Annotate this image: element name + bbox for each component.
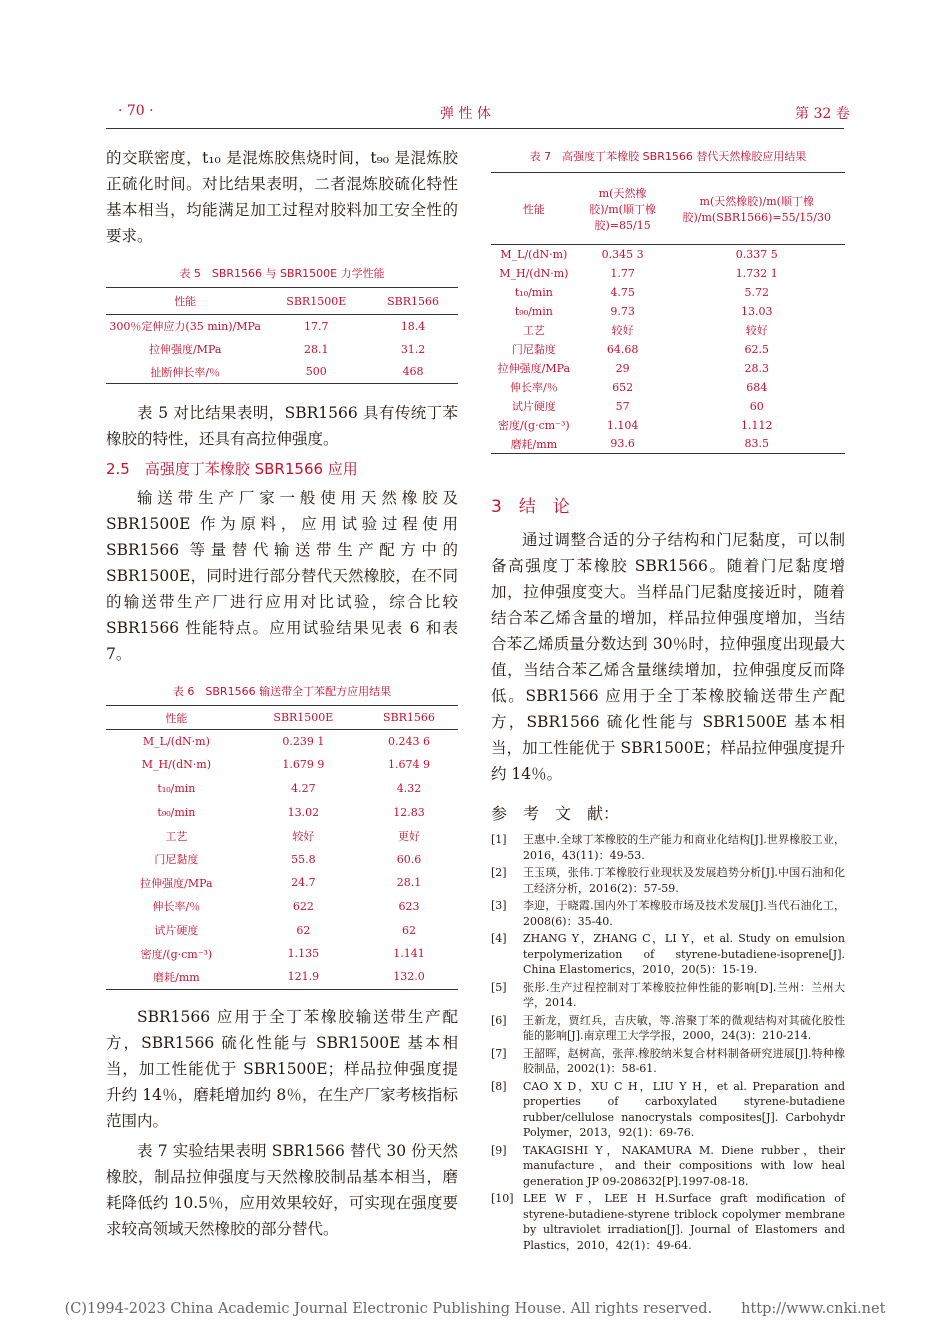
table-cell: 扯断伸长率/％ [106, 361, 264, 384]
table-cell: 0.243 6 [387, 735, 430, 749]
table-cell: 工艺 [165, 829, 188, 843]
reference-number: [1] [491, 833, 507, 846]
table-cell: t₁₀/min [157, 781, 196, 795]
references-heading: 参 考 文 献： [491, 804, 620, 823]
table-row [106, 847, 458, 871]
table-row [106, 918, 458, 942]
table-cell: 62 [296, 923, 311, 937]
reference-item [491, 1079, 845, 1141]
paragraph-table7-result: 表 7 实验结果表明 SBR1566 替代 30 份天然橡胶，制品拉伸强度与天然橡胶制品基本相当，磨耗降低约 10.5％，应用效果较好，可实现在强度要求较高领域天然橡胶的部分替代。 [106, 1141, 458, 1238]
table-cell: M_L/(dN·m) [500, 247, 568, 261]
table-cell: 684 [746, 380, 768, 394]
table-cell: 1.135 [287, 947, 320, 961]
reference-list [491, 832, 845, 1253]
table-cell: 4.75 [610, 285, 635, 299]
paragraph-conclusion: 通过调整合适的分子结构和门尼黏度，可以制备高强度丁苯橡胶 SBR1566。随着门尼黏度增加，拉伸强度变大。当样品门尼黏度接近时，随着结合苯乙烯含量的增加，样品拉伸强度增加，当结合苯乙烯质量分数达到 30％时，拉伸强度出现最大值，当结合苯乙烯含量继续增加，拉伸强度反而降低。SBR1566 应用于全丁苯橡胶输送带生产配方，SBR1566 硫化性能与 SBR1500E 基本相当，加工性能优于 SBR1500E；样品拉伸强度提升约 14％。 [491, 531, 845, 783]
table-cell: 468 [368, 361, 458, 384]
table-cell: 5.72 [744, 285, 769, 299]
reference-item [491, 1046, 845, 1077]
table-cell: 652 [612, 380, 634, 394]
table-row [106, 871, 458, 895]
table-row [491, 245, 845, 264]
table7-caption: 表 7 高强度丁苯橡胶 SBR1566 替代天然橡胶应用结果 [529, 150, 807, 163]
reference-text: CAO X D，XU C H，LIU Y H，et al. Preparation and properties of carboxylated styrene-butadiene rubber/cellulose nanocrystals composites[J]. Carbohydr Polymer，2013，92(1)：69-76. [523, 1079, 845, 1139]
table6-caption: 表 6 SBR1566 输送带全丁苯配方应用结果 [172, 685, 392, 698]
table-cell: 12.83 [393, 805, 425, 819]
table-row [491, 302, 845, 321]
reference-item [491, 931, 845, 978]
table-cell: 0.337 5 [735, 247, 778, 261]
table-cell: 4.27 [291, 781, 316, 795]
table-cell: 31.2 [400, 342, 426, 356]
table-cell: 132.0 [360, 965, 458, 989]
section-2-5-heading: 2.5 高强度丁苯橡胶 SBR1566 应用 [106, 460, 358, 478]
table-cell: 拉伸强度/MPa [497, 362, 571, 375]
table-cell: 门尼黏度 [511, 343, 556, 356]
table-cell: 57 [615, 399, 630, 413]
table-row [106, 942, 458, 966]
table-cell: 60.6 [396, 852, 422, 866]
table-cell: t₁₀/min [514, 285, 553, 299]
table-cell: t₉₀/min [157, 805, 196, 819]
table-cell: 13.02 [287, 805, 320, 819]
table-row [491, 378, 845, 397]
table-row [491, 359, 845, 378]
table-cell: 121.9 [247, 965, 360, 989]
table5-header: SBR1500E [264, 288, 368, 315]
table-cell: 9.73 [610, 304, 635, 318]
volume-label: 第 32 卷 [795, 106, 850, 122]
table-cell: 29 [615, 361, 630, 375]
table-row [106, 800, 458, 824]
table-row [491, 321, 845, 340]
table-row [491, 435, 845, 454]
table-row [106, 730, 458, 754]
table-cell: 拉伸强度/MPa [140, 876, 213, 890]
reference-number: [10] [491, 1192, 514, 1205]
reference-text: LEE W F，LEE H H.Surface graft modification of styrene-butadiene-styrene triblock copolymer membrane by ultraviolet irradiation[J]. Journal of Elastomers and Plastics，2010，42(1)：49-64. [523, 1192, 845, 1252]
reference-item [491, 980, 845, 1011]
table-row [106, 895, 458, 919]
header-rule [106, 128, 844, 129]
copyright-footer: (C)1994-2023 China Academic Journal Electronic Publishing House. All rights reserved. http://www.cnki.net [64, 1301, 886, 1317]
reference-number: [2] [491, 866, 507, 879]
table-row [106, 315, 458, 338]
paragraph-table6-result: SBR1566 应用于全丁苯橡胶输送带生产配方，SBR1566 硫化性能与 SBR1500E 基本相当，加工性能优于 SBR1500E；样品拉伸强度提升约 14％，磨耗增加约 8％，在生产厂家考核指标范围内。 [106, 1007, 458, 1130]
table-cell: 拉伸强度/MPa [148, 343, 222, 356]
right-column [491, 148, 845, 1255]
table-cell: 1.674 9 [387, 758, 430, 772]
reference-number: [9] [491, 1143, 507, 1157]
table-cell: M_L/(dN·m) [142, 735, 210, 749]
table-cell: 1.112 [740, 418, 773, 432]
table5-header: SBR1566 [368, 288, 458, 315]
table-cell: 18.4 [400, 319, 426, 333]
reference-number: [8] [491, 1079, 507, 1093]
table-cell: 试片硬度 [154, 924, 199, 938]
reference-item [491, 1143, 845, 1190]
table-cell: 较好 [611, 324, 634, 337]
table-cell: 磨耗/mm [106, 965, 247, 989]
table6-header: 性能 [106, 706, 247, 730]
table-cell: 28.1 [396, 876, 422, 890]
table-cell: 622 [292, 899, 314, 913]
table-cell: 28.1 [304, 342, 329, 356]
table5-caption: 表 5 SBR1566 与 SBR1500E 力学性能 [179, 267, 385, 280]
table-row [491, 340, 845, 359]
table-row [491, 397, 845, 416]
table-cell: 伸长率/％ [509, 381, 558, 394]
table-cell: 1.141 [393, 947, 425, 961]
table5-header: 性能 [106, 288, 264, 315]
table-cell: 0.345 3 [601, 247, 644, 261]
reference-text: 王韶晖，赵树高，张萍.橡胶纳米复合材料制备研究进展[J].特种橡胶制品，2002(1)：58-61. [523, 1046, 845, 1075]
reference-item [491, 832, 845, 863]
reference-number: [3] [491, 899, 507, 912]
table7-header: 性能 [491, 173, 577, 245]
table-cell: 300％定伸应力(35 min)/MPa [109, 320, 261, 334]
reference-text: 张彤.生产过程控制对丁苯橡胶拉伸性能的影响[D].兰州：兰州大学，2014. [523, 980, 845, 1009]
table-cell: 较好 [745, 324, 768, 337]
table-cell: 60 [749, 399, 764, 413]
table-cell: 64.68 [606, 342, 639, 356]
paragraph-table5-result: 表 5 对比结果表明，SBR1566 具有传统丁苯橡胶的特性，还具有高拉伸强度。 [106, 404, 458, 448]
reference-number: [5] [491, 980, 507, 994]
paragraph-crosslink: 的交联密度，t₁₀ 是混炼胶焦烧时间，t₉₀ 是混炼胶正硫化时间。对比结果表明，二者混炼胶硫化特性基本相当，均能满足加工过程对胶料加工安全性的要求。 [106, 149, 458, 245]
table-cell: 更好 [397, 829, 420, 843]
table-cell: 工艺 [522, 324, 545, 337]
table-row [106, 965, 458, 989]
table-cell: 1.679 9 [282, 758, 325, 772]
page-number: · 70 · [118, 103, 154, 119]
journal-title: 弹 性 体 [440, 106, 491, 122]
table-row [106, 777, 458, 801]
table-cell: 13.03 [740, 304, 773, 318]
reference-text: 王玉瑛，张伟.丁苯橡胶行业现状及发展趋势分析[J].中国石油和化工经济分析，2016(2)：57-59. [523, 866, 845, 895]
table-row [106, 753, 458, 777]
table7 [491, 172, 845, 454]
table-cell: 1.732 1 [735, 266, 778, 280]
reference-item [491, 898, 845, 929]
table-cell: 较好 [292, 829, 315, 843]
table-cell: t₉₀/min [514, 304, 553, 318]
table-cell: 门尼黏度 [154, 853, 199, 867]
table-cell: M_H/(dN·m) [141, 758, 212, 772]
reference-text: 王新龙，贾红兵，吉庆敏，等.溶聚丁苯的微观结构对其硫化胶性能的影响[J].南京理工大学学报，2000，24(3)：210-214. [523, 1013, 845, 1042]
table-row [106, 824, 458, 848]
table-cell: 密度/(g·cm⁻³) [498, 419, 570, 432]
table-cell: 83.5 [668, 435, 845, 454]
section-3-heading: 3 结 论 [491, 497, 570, 517]
table-cell: 55.8 [291, 852, 316, 866]
table-cell: 1.77 [610, 266, 635, 280]
table-cell: 密度/(g·cm⁻³) [140, 947, 213, 961]
reference-item [491, 1191, 845, 1253]
table-row [106, 338, 458, 361]
reference-number: [4] [491, 932, 507, 945]
table6 [106, 705, 458, 990]
table-cell: 62 [401, 923, 416, 937]
reference-text: ZHANG Y，ZHANG C，LI Y，et al. Study on emulsion terpolymerization of styrene-butadiene-isoprene[J]. China Elastomerics，2010，20(5)：15-19. [523, 932, 845, 976]
table7-header: m(天然橡胶)/m(顺丁橡胶)/m(SBR1566)=55/15/30 [668, 173, 845, 245]
table-cell: 500 [264, 361, 368, 384]
table-cell: 磨耗/mm [491, 435, 577, 454]
table-cell: 4.32 [396, 781, 422, 795]
table-cell: 93.6 [577, 435, 669, 454]
reference-item [491, 865, 845, 896]
table-cell: 伸长率/％ [152, 900, 201, 914]
table7-header: m(天然橡胶)/m(顺丁橡胶)=85/15 [577, 173, 669, 245]
table-cell: 0.239 1 [282, 735, 325, 749]
reference-number: [7] [491, 1046, 507, 1060]
table-cell: 623 [398, 899, 420, 913]
left-column [106, 145, 458, 1242]
table-cell: 28.3 [744, 361, 769, 375]
table6-header: SBR1500E [247, 706, 360, 730]
table-row [491, 416, 845, 435]
table-row [491, 283, 845, 302]
reference-text: 王惠中.全球丁苯橡胶的生产能力和商业化结构[J].世界橡胶工业，2016，43(11)：49-53. [523, 833, 845, 862]
table6-header: SBR1566 [360, 706, 458, 730]
reference-number: [6] [491, 1013, 507, 1027]
table-cell: 62.5 [744, 342, 769, 356]
reference-text: 李迎，于晓霞.国内外丁苯橡胶市场及技术发展[J].当代石油化工，2008(6)：35-40. [523, 899, 845, 928]
table-row [106, 361, 458, 384]
paragraph-application: 输送带生产厂家一般使用天然橡胶及 SBR1500E 作为原料，应用试验过程使用 SBR1566 等量替代输送带生产配方中的 SBR1500E，同时进行部分替代天然橡胶，在不同的输送带生产厂进行应用对比试验，综合比较 SBR1566 性能特点。应用试验结果见表 6 和表 7。 [106, 489, 458, 663]
table-cell: 17.7 [304, 319, 329, 333]
table-cell: 1.104 [606, 418, 639, 432]
reference-item [491, 1013, 845, 1044]
reference-text: TAKAGISHI Y，NAKAMURA M. Diene rubber，their manufacture，and their compositions with low heal generation JP 09-208632[P].1997-08-18. [523, 1143, 845, 1188]
table-cell: 试片硬度 [511, 400, 556, 413]
table-cell: M_H/(dN·m) [499, 266, 569, 280]
table-cell: 24.7 [291, 876, 316, 890]
table5 [106, 287, 458, 384]
table-row [491, 264, 845, 283]
